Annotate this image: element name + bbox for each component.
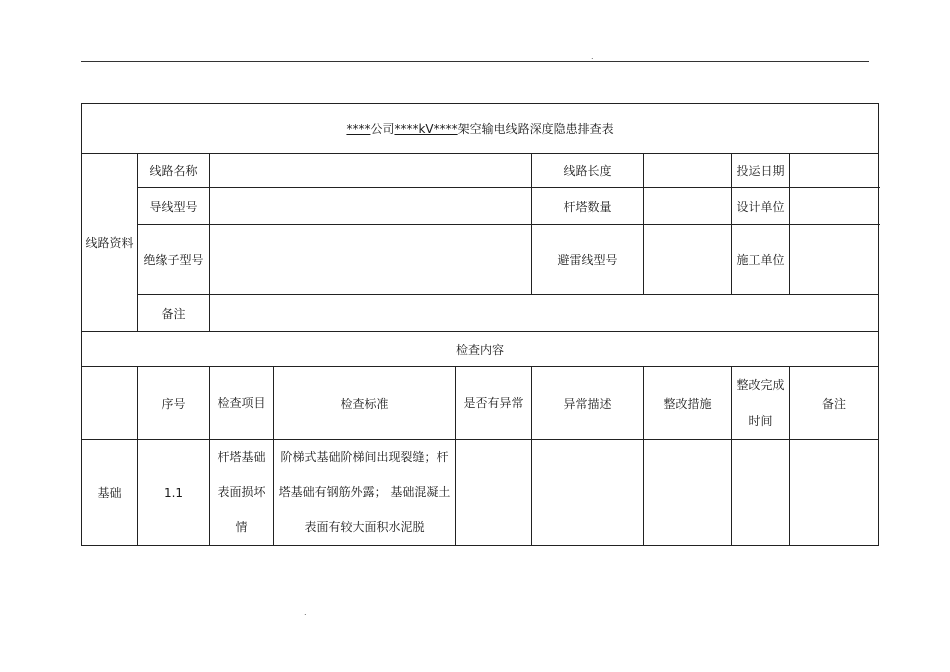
title-voltage-blank: ****kV**** <box>394 122 458 136</box>
row-finish-time-value[interactable] <box>732 440 790 546</box>
line-name-value[interactable] <box>210 154 532 188</box>
row-category: 基础 <box>82 440 138 546</box>
line-info-group-label: 线路资料 <box>82 154 138 332</box>
header-description: 异常描述 <box>532 367 644 440</box>
inspection-form-table <box>81 103 879 546</box>
insulator-type-value[interactable] <box>210 225 532 295</box>
ground-wire-type-value[interactable] <box>644 225 732 295</box>
row-remarks-value[interactable] <box>790 440 879 546</box>
title-company-label: 公司 <box>370 122 395 136</box>
header-standard: 检查标准 <box>274 367 456 440</box>
header-item: 检查项目 <box>210 367 274 440</box>
line-length-value[interactable] <box>644 154 732 188</box>
line-length-label: 线路长度 <box>532 154 644 188</box>
header-finish-time: 整改完成时间 <box>732 367 790 440</box>
title-main-text: 架空输电线路深度隐患排查表 <box>457 122 614 136</box>
insulator-type-label: 绝缘子型号 <box>138 225 210 295</box>
commission-date-value[interactable] <box>790 154 879 188</box>
header-seq: 序号 <box>138 367 210 440</box>
bottom-dot-mark: . <box>304 608 307 617</box>
header-abnormal: 是否有异常 <box>456 367 532 440</box>
header-rule <box>81 61 869 62</box>
line-remarks-label: 备注 <box>138 295 210 332</box>
form-title <box>82 104 879 154</box>
construction-unit-label: 施工单位 <box>732 225 790 295</box>
conductor-type-value[interactable] <box>210 188 532 225</box>
header-measures: 整改措施 <box>644 367 732 440</box>
ground-wire-type-label: 避雷线型号 <box>532 225 644 295</box>
conductor-type-label: 导线型号 <box>138 188 210 225</box>
row-abnormal-value[interactable] <box>456 440 532 546</box>
commission-date-label: 投运日期 <box>732 154 790 188</box>
line-name-label: 线路名称 <box>138 154 210 188</box>
row-item: 杆塔基础表面损坏情 <box>210 440 274 546</box>
table-row <box>82 440 879 546</box>
tower-count-value[interactable] <box>644 188 732 225</box>
row-description-value[interactable] <box>532 440 644 546</box>
row-measures-value[interactable] <box>644 440 732 546</box>
header-category <box>82 367 138 440</box>
row-standard: 阶梯式基础阶梯间出现裂缝；杆塔基础有钢筋外露； 基础混凝土表面有较大面积水泥脱 <box>274 440 456 546</box>
top-dot-mark: . <box>591 52 594 61</box>
design-unit-value[interactable] <box>790 188 879 225</box>
title-company-blank: **** <box>346 122 371 136</box>
header-remarks: 备注 <box>790 367 879 440</box>
section-title: 检查内容 <box>82 332 879 367</box>
construction-unit-value[interactable] <box>790 225 879 295</box>
line-remarks-value[interactable] <box>210 295 879 332</box>
row-seq: 1.1 <box>138 440 210 546</box>
tower-count-label: 杆塔数量 <box>532 188 644 225</box>
design-unit-label: 设计单位 <box>732 188 790 225</box>
